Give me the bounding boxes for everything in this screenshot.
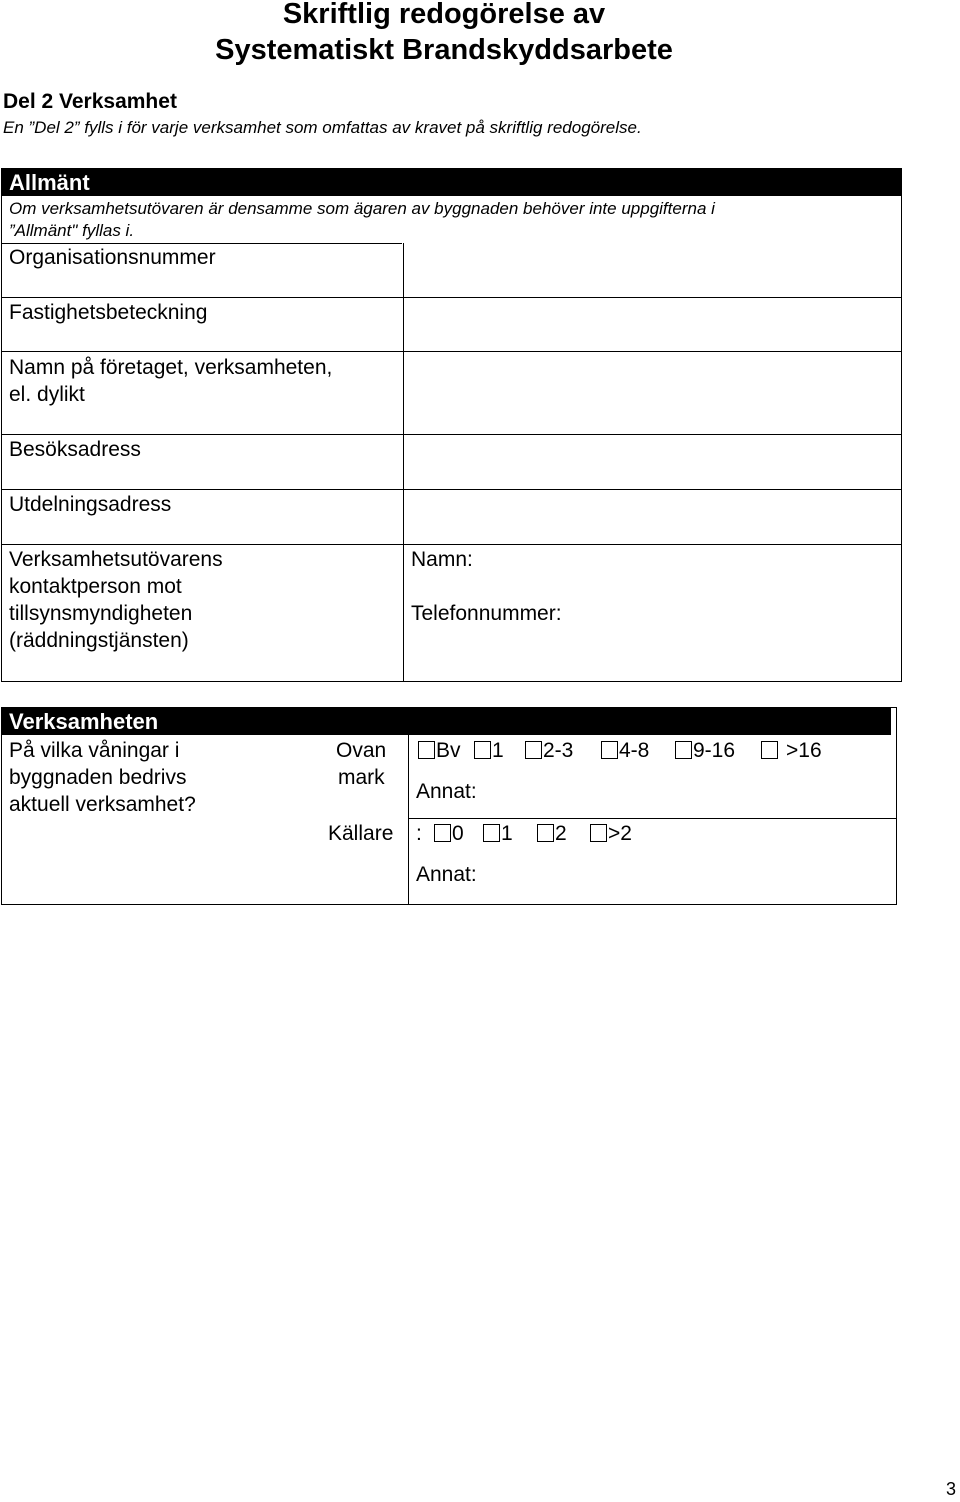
company-name-label-line1: Namn på företaget, verksamheten, [9,356,333,379]
above-option-bv[interactable]: Bv [418,737,461,764]
checkbox[interactable] [537,824,554,842]
above-option-4-8[interactable]: 4-8 [601,737,649,764]
contact-person-label-line1: Verksamhetsutövarens [9,548,223,571]
floors-question-line1: På vilka våningar i [9,739,180,762]
checkbox[interactable] [525,741,542,759]
above-option-over-16[interactable]: >16 [761,737,822,764]
basement-option-2[interactable]: 2 [537,820,567,847]
checkbox[interactable] [601,741,618,759]
contact-person-label-line4: (räddningstjänsten) [9,629,189,652]
document-title-line1: Skriftlig redogörelse av [282,0,606,30]
floors-heading: Verksamheten [2,708,891,735]
page-number: 3 [945,1479,956,1499]
basement-options [416,820,716,848]
document-title-line2: Systematiskt Brandskyddsarbete [215,34,673,66]
property-label: Fastighetsbeteckning [9,301,208,324]
section-intro: En ”Del 2” fylls i för varje verksamhet som omfattas av kravet på skriftlig redogörelse. [3,118,642,137]
floors-question-line2: byggnaden bedrivs [9,766,187,789]
basement-option-0[interactable]: 0 [434,820,464,847]
postal-address-label: Utdelningsadress [9,493,172,516]
above-other-label: Annat: [416,780,477,803]
contact-person-label-line2: kontaktperson mot [9,575,182,598]
above-option-1[interactable]: 1 [474,737,504,764]
floors-form [1,707,897,905]
basement-colon: : [416,822,422,845]
checkbox[interactable] [675,741,692,759]
org-number-label: Organisationsnummer [9,246,216,269]
company-name-label-line2: el. dylikt [9,383,85,406]
checkbox[interactable] [418,741,435,759]
above-option-9-16[interactable]: 9-16 [675,737,735,764]
section-heading: Del 2 Verksamhet [3,90,177,113]
basement-other-label: Annat: [416,863,477,886]
contact-person-label-line3: tillsynsmyndigheten [9,602,193,625]
checkbox[interactable] [474,741,491,759]
general-info-note-line2: ”Allmänt" fyllas i. [9,221,135,240]
contact-name-label: Namn: [411,548,473,571]
above-option-2-3[interactable]: 2-3 [525,737,573,764]
above-ground-label-line2: mark [338,766,385,789]
basement-label: Källare [328,822,394,845]
above-ground-options [418,737,888,765]
floors-question-line3: aktuell verksamhet? [9,793,196,816]
visit-address-label: Besöksadress [9,438,141,461]
checkbox[interactable] [483,824,500,842]
general-info-heading: Allmänt [2,169,901,196]
checkbox[interactable] [434,824,451,842]
checkbox[interactable] [590,824,607,842]
basement-option-1[interactable]: 1 [483,820,513,847]
basement-option-over-2[interactable]: >2 [590,820,632,847]
general-info-form [1,168,902,682]
checkbox[interactable] [761,741,778,759]
above-ground-label-line1: Ovan [336,739,387,762]
general-info-note-line1: Om verksamhetsutövaren är densamme som ägaren av byggnaden behöver inte uppgifterna i [9,199,715,218]
contact-phone-label: Telefonnummer: [411,602,562,625]
